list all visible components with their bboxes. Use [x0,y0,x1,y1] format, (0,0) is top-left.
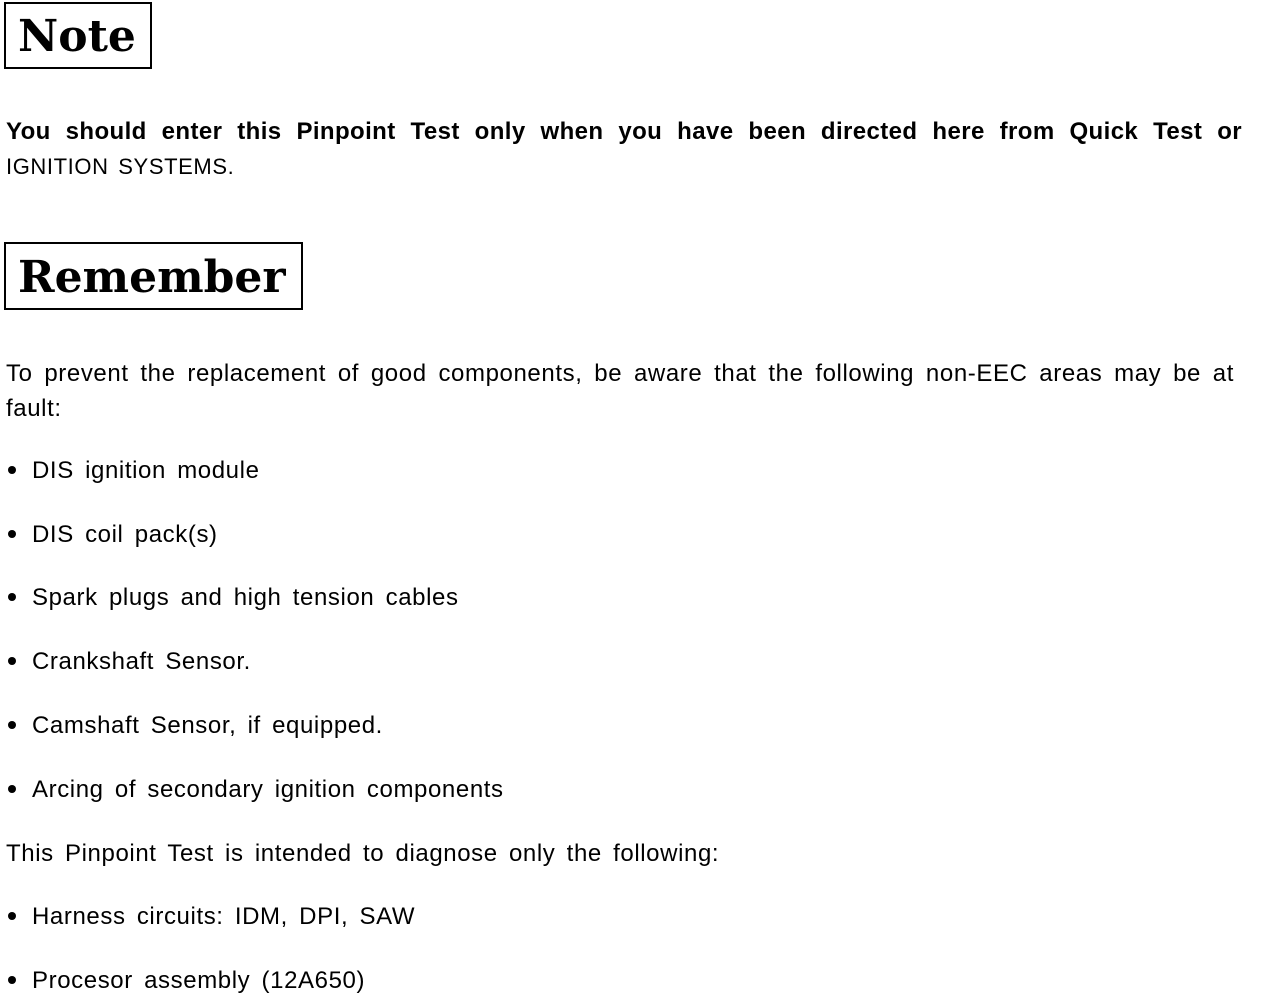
note-paragraph [6,114,1242,184]
diagnose-item [8,966,365,996]
diagnose-text: Harness circuits: IDM, DPI, SAW [32,903,416,930]
bullet-dot-icon [8,530,16,538]
bullet-dot-icon [8,721,16,729]
bullet-dot-icon [8,976,16,984]
diagnose-text: Procesor assembly (12A650) [32,967,366,994]
fault-area-item [8,775,504,805]
fault-area-text: Spark plugs and high tension cables [32,584,459,611]
diagnose-item [8,902,415,932]
remember-heading: Remember [4,242,303,310]
bullet-dot-icon [8,593,16,601]
bullet-dot-icon [8,657,16,665]
fault-area-text: Crankshaft Sensor. [32,648,251,675]
fault-area-text: DIS ignition module [32,457,260,484]
fault-area-item [8,711,383,741]
bullet-dot-icon [8,466,16,474]
fault-area-text: DIS coil pack(s) [32,521,218,548]
fault-area-text: Arcing of secondary ignition components [32,776,504,803]
diagnose-paragraph: This Pinpoint Test is intended to diagnose only the following: [6,840,720,867]
bullet-dot-icon [8,785,16,793]
note-text: You should enter this Pinpoint Test only when you have been directed here from Quick Test or [6,118,1242,145]
intro-paragraph: To prevent the replacement of good components, be aware that the following non-EEC areas may be at fault: [6,360,1234,422]
fault-area-item [8,647,251,677]
note-heading: Note [4,2,152,69]
fault-area-item [8,456,260,486]
fault-area-item [8,583,459,613]
fault-area-item [8,520,218,550]
ignition-systems-reference: IGNITION SYSTEMS. [6,154,235,179]
fault-area-text: Camshaft Sensor, if equipped. [32,712,383,739]
bullet-dot-icon [8,912,16,920]
